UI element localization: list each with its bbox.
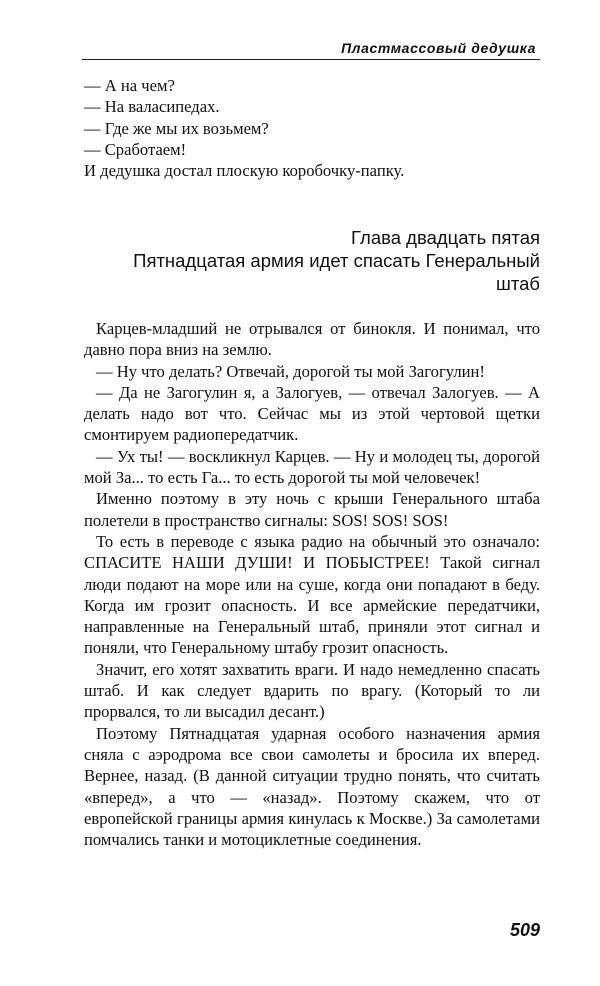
header-rule: [82, 59, 540, 60]
paragraph: Поэтому Пятнадцатая ударная особого назначения армия сняла с аэродрома все свои самолеты и бросила их вперед. Вернее, назад. (В данной ситуации трудно понять, что считать «вперед», а что — «назад». Поэтому скажем, что от европейской границы армия кинулась к Москве.) За самолетами помчались танки и мотоциклетные соединения.: [84, 723, 540, 850]
chapter-number: Глава двадцать пятая: [351, 227, 540, 248]
paragraph: — Ух ты! — воскликнул Карцев. — Ну и молодец ты, дорогой мой За... то есть Га... то есть дорогой ты мой человечек!: [84, 446, 540, 488]
running-head: Пластмассовый дедушка: [341, 40, 536, 56]
paragraph: — Да не Загогулин я, а Залогуев, — отвечал Залогуев. — А делать надо вот что. Сейчас мы из этой чертовой щетки смонтируем радиопередатчик.: [84, 382, 540, 445]
dialog-line: — Где же мы их возьмем?: [84, 118, 269, 138]
dialog-line: — Сработаем!: [84, 139, 187, 159]
chapter-body: [84, 318, 540, 850]
chapter-title-line: Пятнадцатая армия идет спасать Генеральный: [133, 250, 540, 271]
paragraph: Именно поэтому в эту ночь с крыши Генерального штаба полетели в пространство сигналы: SOS! SOS! SOS!: [84, 489, 540, 530]
chapter-heading: [84, 226, 540, 295]
dialog-block: [84, 75, 540, 181]
page-number: 509: [509, 920, 540, 940]
dialog-line: — На валасипедах.: [84, 97, 220, 117]
dialog-line: И дедушка достал плоскую коробочку-папку.: [84, 161, 405, 181]
paragraph: Карцев-младший не отрывался от бинокля. И понимал, что давно пора вниз на землю.: [84, 319, 540, 360]
dialog-line: — А на чем?: [84, 76, 175, 95]
paragraph: Значит, его хотят захватить враги. И надо немедленно спасать штаб. И как следует вдарить по врагу. (Который то ли прорвался, то ли высадил десант.): [84, 659, 540, 722]
paragraph: То есть в переводе с языка радио на обычный это означало: СПАСИТЕ НАШИ ДУШИ! И ПОБЫСТРЕЕ! Такой сигнал люди подают на море или на суше, когда они попадают в беду. Когда им грозит опасность. И все армейские передатчики, направленные на Генеральный штаб, приняли этот сигнал и поняли, что Генеральному штабу грозит опасность.: [84, 531, 540, 658]
chapter-title-line: штаб: [496, 273, 540, 294]
paragraph: — Ну что делать? Отвечай, дорогой ты мой Загогулин!: [96, 361, 485, 381]
